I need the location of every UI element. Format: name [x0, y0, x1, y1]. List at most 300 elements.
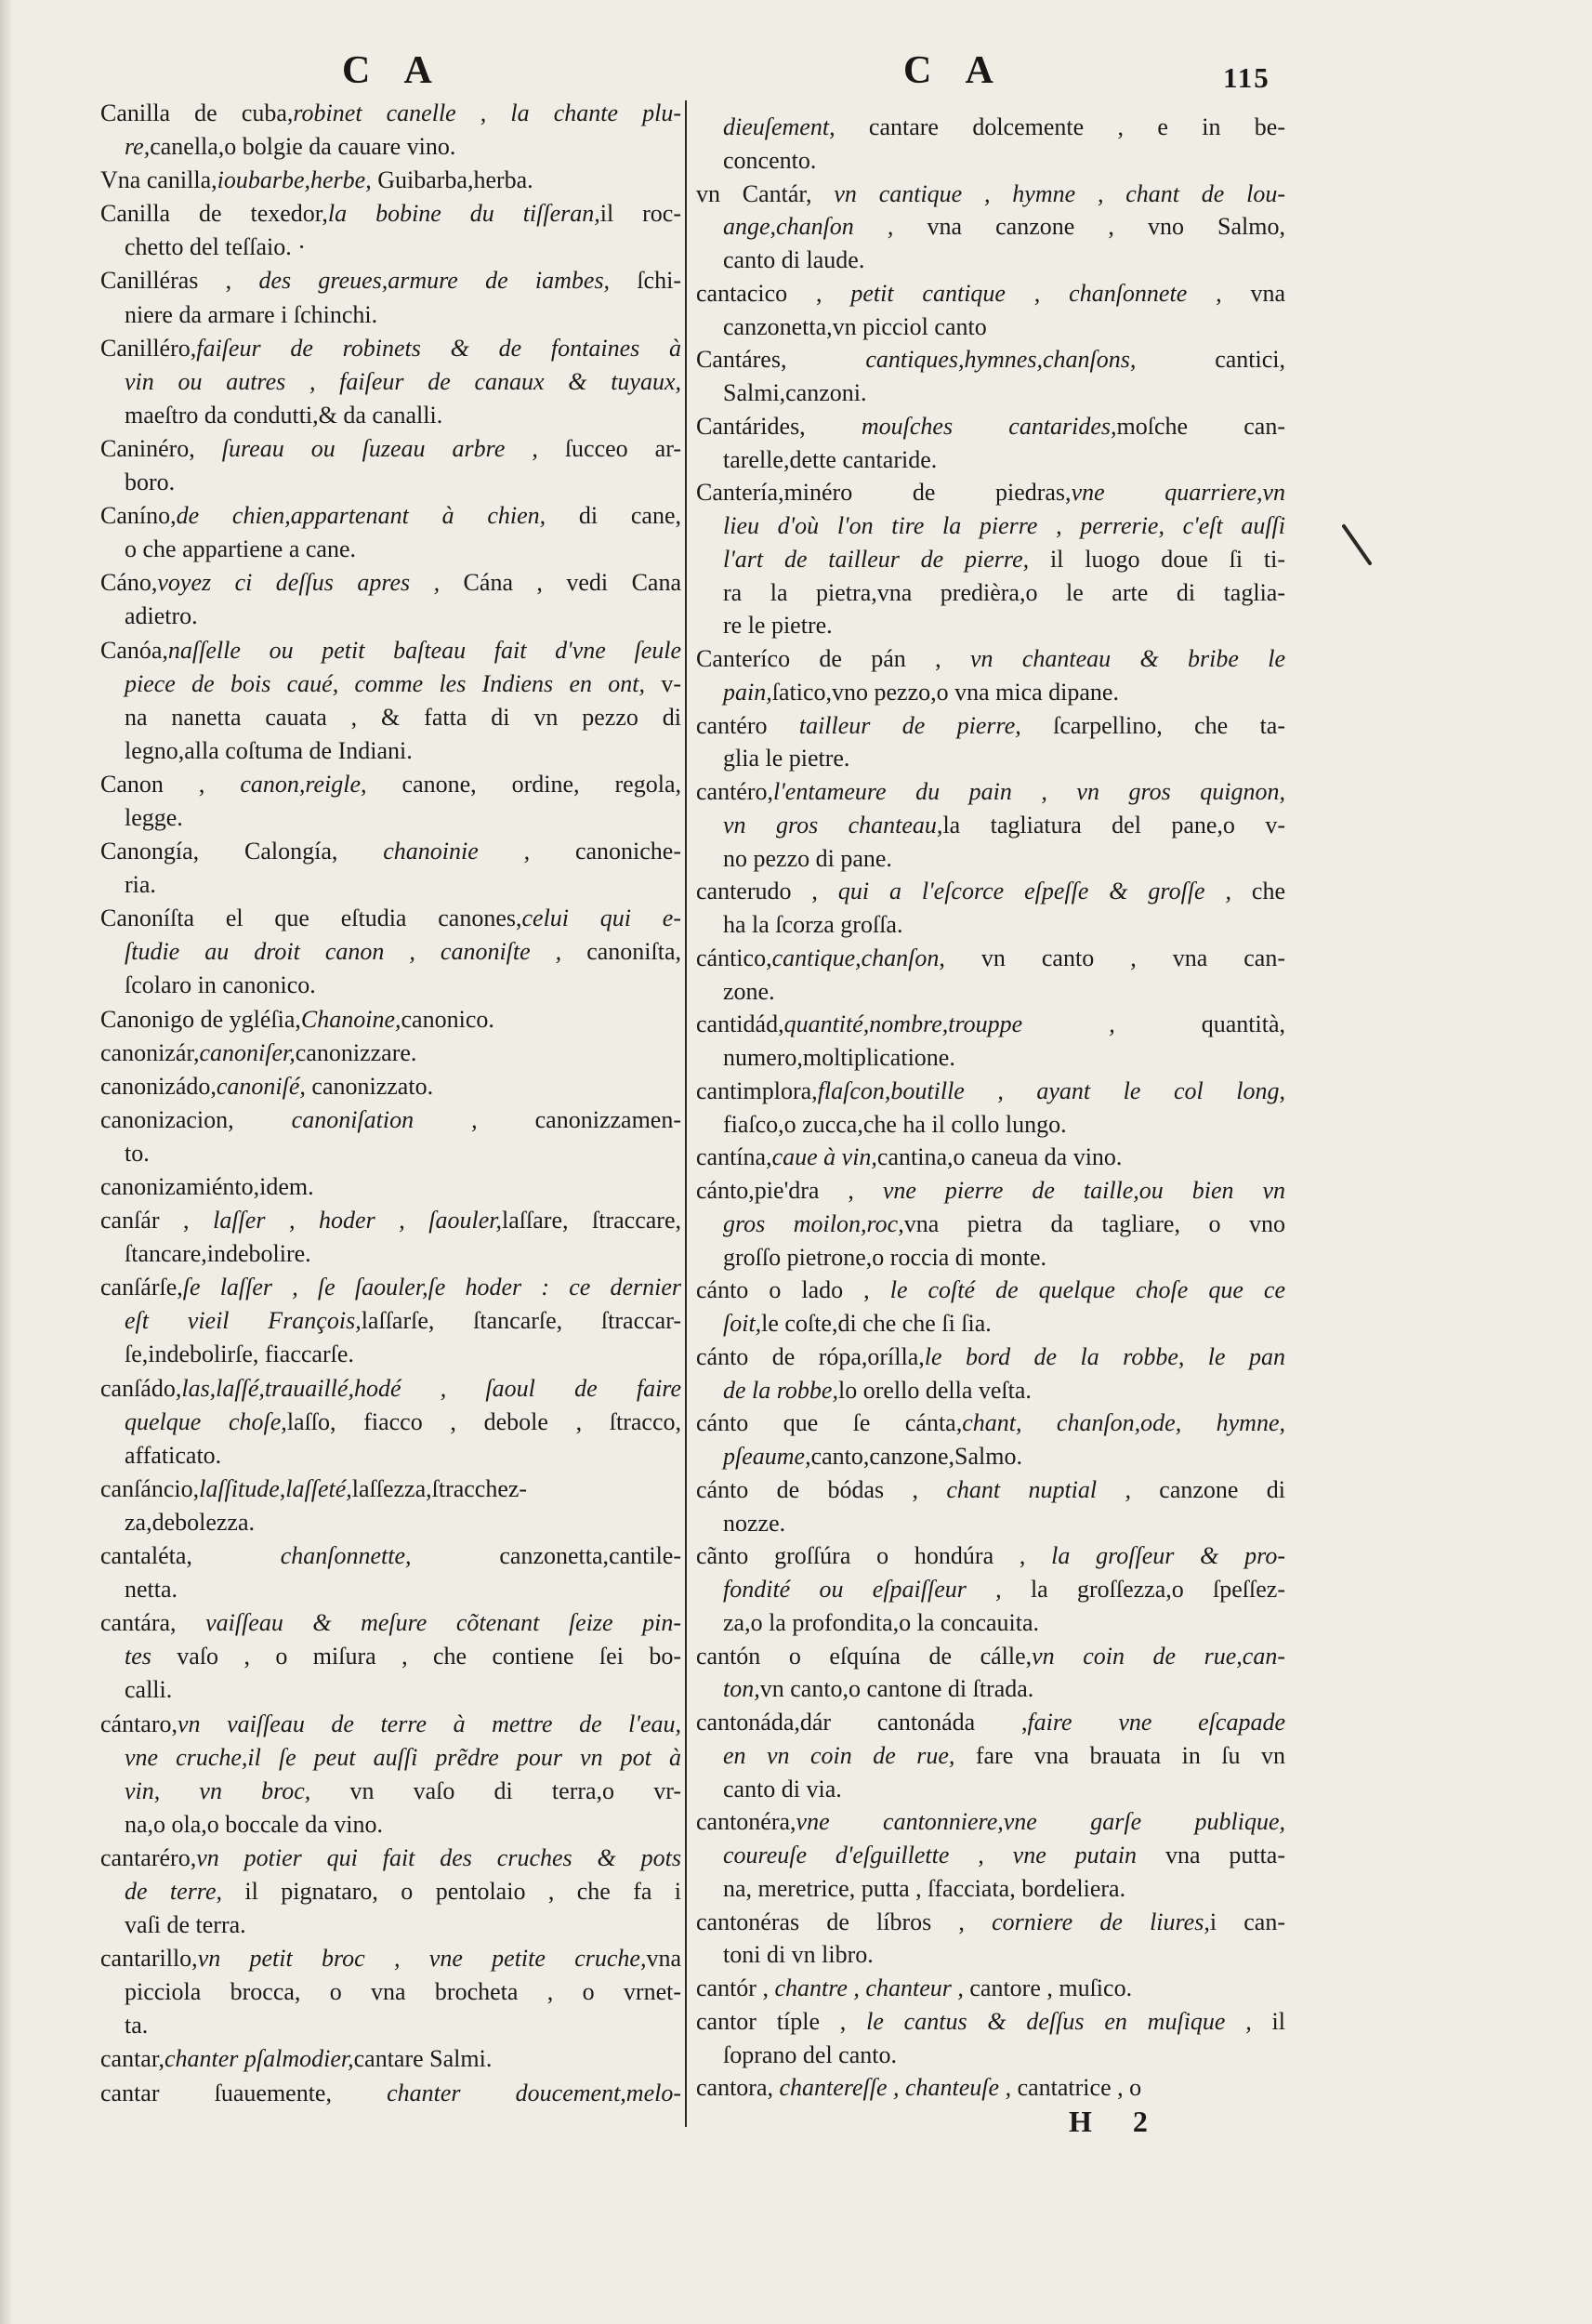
italic-text: vne cantonniere,vne garſe publique, [796, 1808, 1285, 1836]
roman-text: cantéro [696, 711, 799, 739]
roman-text: Vna canilla, [100, 166, 217, 194]
roman-text: Caninéro, [100, 434, 222, 462]
roman-text: la groſſezza,o ſpeſſez- [1001, 1576, 1285, 1603]
roman-text: canſár , [100, 1207, 214, 1235]
entry-line [696, 244, 1285, 277]
entry-line [100, 197, 681, 231]
entry-line [100, 835, 681, 868]
roman-text: Cána , vedi Cana [440, 569, 681, 597]
entry-line [696, 1573, 1285, 1606]
dictionary-entry [100, 1842, 681, 1942]
dictionary-entry [696, 942, 1285, 1009]
roman-text: na, meretrice, putta , ſfacciata, bordeliera. [723, 1874, 1126, 1902]
roman-text: cantina,o caneua da vino. [876, 1143, 1123, 1171]
roman-text: no pezzo di pane. [723, 844, 892, 872]
entry-line [100, 1137, 681, 1170]
entry-line [696, 742, 1285, 775]
roman-text: cantacico , [696, 279, 851, 307]
roman-text: Canonigo de ygléſia, [100, 1005, 301, 1033]
roman-text: cantaréro, [100, 1843, 197, 1871]
roman-text: ha la ſcorza groſſa. [723, 911, 903, 938]
italic-text: le cantus & deſſus en muſique , [866, 2007, 1252, 2035]
roman-text: vaſi de terra. [125, 1911, 246, 1939]
roman-text: cantarillo, [100, 1945, 198, 1973]
roman-text: cantare Salmi. [353, 2045, 493, 2073]
roman-text: zone. [723, 977, 775, 1005]
italic-text: robinet canelle , la chante plu- [293, 99, 681, 126]
roman-text: to. [125, 1139, 150, 1167]
entry-line [100, 1741, 681, 1775]
italic-text: ange,chanſon , [723, 213, 894, 241]
entry-line [696, 376, 1285, 410]
entry-line [100, 1573, 681, 1606]
dictionary-entry [100, 1103, 681, 1170]
right-column [696, 111, 1285, 2105]
roman-text: quantità, [1114, 1010, 1285, 1038]
entry-line [696, 1906, 1285, 1939]
roman-text: Canteríco de pán , [696, 645, 970, 672]
roman-text: di cane, [546, 502, 681, 530]
roman-text: canonizzamen- [477, 1105, 681, 1133]
dictionary-entry [696, 709, 1285, 776]
entry-line [100, 298, 681, 332]
italic-text: caue à vin, [771, 1143, 877, 1171]
signature-mark: H 2 [1069, 2105, 1164, 2138]
entry-line [696, 609, 1285, 642]
italic-text: canoniſé, [216, 1072, 306, 1100]
roman-text: vna putta- [1137, 1842, 1285, 1868]
roman-text: Guibarba,herba. [371, 166, 533, 194]
italic-text: corniere de liures, [992, 1908, 1210, 1935]
roman-text: picciola brocca, o vna brocheta , o vrnet- [125, 1978, 681, 2006]
roman-text: cantaléta, [100, 1542, 281, 1570]
entry-line [696, 576, 1285, 610]
italic-text: vaiſſeau & meſure cõtenant ſeize pin- [205, 1609, 681, 1637]
entry-line [100, 1304, 681, 1338]
entry-line [696, 1773, 1285, 1806]
italic-text: vne pierre de taille,ou bien vn [882, 1177, 1285, 1204]
roman-text: cantora, [696, 2074, 780, 2102]
italic-text: cantiques,hymnes,chanſons, [865, 346, 1137, 374]
roman-text: Canongía, Calongía, [100, 838, 384, 865]
italic-text: mouſches cantarides, [861, 412, 1117, 440]
entry-line [696, 2071, 1285, 2105]
italic-text: vn petit broc , vne petite cruche, [197, 1945, 647, 1973]
entry-line [696, 676, 1285, 709]
entry-line [100, 499, 681, 533]
italic-text: vn potier qui fait des cruches & pots [196, 1843, 681, 1871]
dictionary-entry [696, 1473, 1285, 1540]
entry-line [100, 1003, 681, 1037]
italic-text: le coſté de quelque choſe que ce [889, 1276, 1285, 1304]
roman-text: adietro. [125, 602, 198, 630]
roman-text: vna pietra da tagliare, o vno [903, 1209, 1285, 1237]
italic-text: vn vaiſſeau de terre à mettre de l'eau, [178, 1710, 681, 1737]
roman-text: Cáno, [100, 569, 158, 597]
italic-text: chanſonnette, [280, 1542, 412, 1570]
entry-line [100, 365, 681, 399]
roman-text: groſſo pietrone,o roccia di monte. [723, 1243, 1047, 1271]
italic-text: de terre, [125, 1877, 223, 1905]
entry-line [100, 533, 681, 566]
roman-text: cánto o lado , [696, 1276, 890, 1304]
italic-text: ioubarbe,herbe, [217, 166, 372, 194]
italic-text: des greues,armure de iambes, [258, 267, 611, 295]
dictionary-entry [696, 1274, 1285, 1340]
dictionary-entry [100, 1942, 681, 2042]
entry-line [696, 1307, 1285, 1340]
entry-line [100, 1506, 681, 1539]
entry-line [696, 1406, 1285, 1440]
entry-line [100, 1271, 681, 1304]
entry-line [100, 701, 681, 734]
entry-line [696, 443, 1285, 477]
dictionary-entry [696, 642, 1285, 709]
roman-text: il luogo doue ſi ti- [1029, 545, 1285, 573]
roman-text: na,o ola,o boccale da vino. [125, 1810, 383, 1838]
dictionary-entry [100, 432, 681, 499]
roman-text: moſche can- [1116, 412, 1285, 440]
dictionary-entry [100, 1539, 681, 1606]
italic-text: chanoinie , [383, 838, 531, 865]
italic-text: ton, [723, 1675, 760, 1703]
dictionary-entry [696, 1340, 1285, 1407]
dictionary-entry [696, 1706, 1285, 1805]
dictionary-entry [696, 343, 1285, 410]
dictionary-entry [100, 1037, 681, 1070]
italic-text: re, [125, 133, 151, 161]
dictionary-entry [100, 1271, 681, 1371]
dictionary-entry [100, 164, 681, 197]
roman-text: canonico. [401, 1005, 494, 1033]
roman-text: laſſarſe, ſtancarſe, ſtraccar- [361, 1307, 681, 1335]
roman-text: lo orello della veſta. [837, 1376, 1032, 1404]
italic-text: l'art de tailleur de pierre, [723, 545, 1030, 573]
italic-text: le bord de la robbe, le pan [924, 1342, 1285, 1370]
roman-text: cantonéra, [696, 1808, 796, 1836]
entry-line [696, 942, 1285, 975]
entry-line [100, 1237, 681, 1271]
dictionary-entry [100, 2042, 681, 2076]
entry-line [100, 1808, 681, 1842]
entry-line [100, 868, 681, 902]
entry-line [100, 1975, 681, 2009]
roman-text: cantína, [696, 1143, 772, 1171]
italic-text: tes [125, 1643, 151, 1670]
roman-text: canto,canzone,Salmo. [810, 1443, 1023, 1470]
column-divider-rule [685, 100, 687, 2127]
italic-text: canoniſer, [199, 1038, 296, 1066]
entry-line [696, 842, 1285, 876]
entry-line [696, 1606, 1285, 1640]
roman-text: il pignataro, o pentolaio , che fa i [222, 1877, 681, 1905]
roman-text: ſoprano del canto. [723, 2040, 897, 2068]
entry-line [100, 1103, 681, 1137]
roman-text: cantéro, [696, 778, 774, 805]
entry-line [696, 1872, 1285, 1906]
roman-text: la tagliatura del pane,o v- [942, 811, 1285, 838]
roman-text: canella,o bolgie da cauare vino. [150, 133, 456, 161]
entry-line [696, 1938, 1285, 1972]
roman-text: numero,moltiplicatione. [723, 1044, 955, 1071]
entry-line [100, 1673, 681, 1707]
italic-text: vin ou autres , faiſeur de canaux & tuyaux, [125, 367, 681, 395]
roman-text: cánto que ſe cánta, [696, 1409, 963, 1437]
roman-text: v- [645, 669, 681, 697]
italic-text: quelque choſe, [125, 1407, 287, 1435]
italic-text: vn chanteau & bribe le [969, 645, 1285, 672]
dictionary-entry [696, 1640, 1285, 1707]
roman-text: cantón o eſquína de cálle, [696, 1642, 1033, 1670]
entry-line [696, 809, 1285, 842]
entry-line [100, 1070, 681, 1103]
entry-line [100, 667, 681, 701]
roman-text: cánto de bódas , [696, 1475, 947, 1503]
entry-line [100, 1406, 681, 1439]
dictionary-entry [100, 97, 681, 164]
roman-text: tarelle,dette cantaride. [723, 445, 938, 473]
italic-text: chanter pſalmodier, [164, 2045, 354, 2073]
roman-text: cantór , [696, 1974, 775, 2001]
entry-line [696, 1839, 1285, 1872]
roman-text: canoniche- [530, 838, 681, 865]
roman-text: ſatico,vno pezzo,o vna mica dipane. [771, 678, 1119, 706]
dictionary-entry [696, 1539, 1285, 1639]
entry-line [696, 1241, 1285, 1274]
entry-line [100, 264, 681, 297]
roman-text: canonizzare. [295, 1038, 417, 1066]
entry-line [100, 1472, 681, 1506]
roman-text: vaſo , o miſura , che contiene ſei bo- [151, 1643, 681, 1670]
dictionary-entry [100, 1708, 681, 1842]
roman-text: calli. [125, 1676, 173, 1704]
italic-text: quantité,nombre,trouppe , [783, 1010, 1115, 1038]
entry-line [696, 875, 1285, 908]
italic-text: las,laſſé,trauaillé,hodé , ſaoul de faire [181, 1374, 681, 1402]
roman-text: il roc- [599, 200, 681, 228]
italic-text: canoniſation , [291, 1105, 478, 1133]
roman-text: boro. [125, 469, 176, 496]
stray-ink-mark [1336, 521, 1377, 571]
roman-text: canto di via. [723, 1775, 842, 1802]
roman-text: canoniſta, [561, 938, 681, 966]
entry-line [100, 1439, 681, 1472]
italic-text: naſſelle ou petit baſteau fait d'vne ſeule [167, 636, 681, 664]
roman-text: nozze. [723, 1509, 786, 1537]
entry-line [696, 509, 1285, 543]
italic-text: la bobine du tiſſeran, [327, 200, 600, 228]
entry-line [696, 1340, 1285, 1374]
dictionary-entry [696, 1406, 1285, 1473]
entry-line [100, 1204, 681, 1237]
italic-text: de la robbe, [723, 1376, 838, 1404]
roman-text: cantimplora, [696, 1076, 818, 1104]
italic-text: vn coin de rue,can- [1032, 1642, 1285, 1670]
roman-text: fiaſco,o zucca,che ha il collo lungo. [723, 1110, 1067, 1138]
roman-text: canſádo, [100, 1374, 182, 1402]
entry-line [696, 210, 1285, 244]
entry-line [100, 935, 681, 969]
entry-line [696, 2005, 1285, 2039]
italic-text: laſſer , hoder , ſaouler, [213, 1207, 503, 1235]
roman-text: cantidád, [696, 1010, 784, 1038]
roman-text: na nanetta cauata , & fatta di vn pezzo di [125, 703, 681, 731]
roman-text: concento. [723, 146, 817, 174]
entry-line [696, 1374, 1285, 1407]
entry-line [696, 908, 1285, 942]
italic-text: fondité ou eſpaiſſeur , [723, 1576, 1002, 1603]
roman-text: cãnto groſſúra o hondúra , [696, 1542, 1052, 1570]
entry-line [696, 277, 1285, 310]
italic-text: pain, [723, 678, 772, 706]
italic-text: vn cantique , hymne , chant de lou- [834, 179, 1285, 207]
roman-text: affaticato. [125, 1441, 222, 1469]
entry-line [696, 709, 1285, 743]
entry-line [696, 543, 1285, 576]
roman-text: Canilla de texedor, [100, 200, 328, 228]
entry-line [100, 1708, 681, 1741]
dictionary-entry [696, 2005, 1285, 2072]
entry-line [100, 566, 681, 600]
entry-line [100, 600, 681, 633]
dictionary-entry [100, 768, 681, 835]
italic-text: cantique,chanſon, [771, 944, 945, 971]
roman-text: cantor típle , [696, 2007, 867, 2035]
roman-text: laſſezza,ſtracchez- [351, 1474, 528, 1502]
entry-line [100, 634, 681, 667]
entry-line [696, 310, 1285, 344]
dictionary-entry [696, 2071, 1285, 2105]
roman-text: vn canto,o cantone di ſtrada. [759, 1675, 1034, 1703]
roman-text: ſucceo ar- [537, 434, 681, 462]
entry-line [100, 466, 681, 499]
entry-line [696, 1539, 1285, 1573]
italic-text: tailleur de pierre, [798, 711, 1021, 739]
entry-line [100, 1842, 681, 1875]
roman-text: ſcarpellino, che ta- [1020, 711, 1285, 739]
entry-line [696, 1274, 1285, 1307]
dictionary-entry [696, 1972, 1285, 2005]
italic-text: flaſcon,boutille , ayant le col long, [817, 1076, 1285, 1104]
italic-text: en vn coin de rue, [723, 1741, 955, 1769]
italic-text: coureuſe d'eſguillette , vne putain [723, 1842, 1138, 1868]
entry-line [100, 130, 681, 164]
italic-text: vne quarriere,vn [1071, 479, 1285, 507]
dictionary-entry [100, 835, 681, 902]
roman-text: laſſo, fiacco , debole , ſtracco, [286, 1407, 681, 1435]
italic-text: de chien,appartenant à chien, [176, 502, 546, 530]
roman-text: Canoníſta el que eſtudia canones, [100, 905, 522, 932]
dictionary-entry [696, 178, 1285, 277]
roman-text: Cantería,minéro de piedras, [696, 479, 1072, 507]
roman-text: il [1251, 2007, 1285, 2035]
entry-line [696, 1739, 1285, 1773]
entry-line [696, 1972, 1285, 2005]
roman-text: cantare dolcemente , e in be- [835, 113, 1285, 140]
italic-text: l'entameure du pain , vn gros quignon, [773, 778, 1285, 805]
italic-text: ſe laſſer , ſe ſaouler,ſe hoder : ce dernier [182, 1274, 681, 1301]
dictionary-entry [100, 1170, 681, 1204]
roman-text: maeſtro da condutti,& da canalli. [125, 401, 443, 429]
italic-text: chantre , chanteur , [774, 1974, 964, 2001]
dictionary-entry [696, 1075, 1285, 1142]
italic-text: faiſeur de robinets & de fontaines à [196, 334, 681, 362]
italic-text: chanter doucement,melo- [387, 2079, 681, 2106]
roman-text: vn canto , vna can- [944, 944, 1285, 971]
entry-line [100, 2042, 681, 2076]
dictionary-entry [100, 1003, 681, 1037]
italic-text: pſeaume, [723, 1443, 811, 1470]
roman-text: Caníno, [100, 502, 177, 530]
entry-line [100, 1037, 681, 1070]
dictionary-entry [696, 1174, 1285, 1274]
roman-text: canonizár, [100, 1038, 200, 1066]
entry-line [696, 1174, 1285, 1208]
italic-text: eſt vieil François, [125, 1307, 362, 1335]
entry-line [100, 768, 681, 801]
entry-line [696, 410, 1285, 443]
dictionary-entry [696, 277, 1285, 344]
roman-text: cantára, [100, 1609, 206, 1637]
italic-text: vn gros chanteau, [723, 811, 943, 838]
dictionary-entry [696, 1805, 1285, 1905]
roman-text: cantonéras de líbros , [696, 1908, 993, 1935]
dictionary-entry [100, 499, 681, 566]
entry-line [696, 1672, 1285, 1706]
italic-text: chantereſſe , chanteuſe , [779, 2074, 1012, 2102]
italic-text: vne cruche,il ſe peut auſſi prẽdre pour vn pot à [125, 1743, 681, 1771]
entry-line [696, 343, 1285, 376]
italic-text: qui a l'eſcorce eſpeſſe & groſſe , [837, 878, 1231, 905]
entry-line [696, 111, 1285, 144]
dictionary-entry [696, 1906, 1285, 1973]
italic-text: petit cantique , chanſonnete , [850, 279, 1222, 307]
italic-text: ſureau ou ſuzeau arbre , [221, 434, 538, 462]
roman-text: ta. [125, 2012, 149, 2040]
roman-text: ſcolaro in canonico. [125, 971, 316, 999]
dictionary-entry [100, 1070, 681, 1103]
entry-line [100, 734, 681, 768]
italic-text: ſoit, [723, 1310, 762, 1337]
entry-line [100, 1539, 681, 1573]
roman-text: Cantárides, [696, 412, 862, 440]
roman-text: Salmi,canzoni. [723, 379, 867, 406]
roman-text: canonizzato. [305, 1072, 434, 1100]
roman-text: cánto de rópa,orílla, [696, 1342, 925, 1370]
roman-text: canzone di [1130, 1475, 1285, 1503]
roman-text: Canilla de cuba, [100, 99, 294, 126]
roman-text: canzonetta,cantile- [411, 1542, 681, 1570]
entry-line [696, 1041, 1285, 1075]
left-column [100, 97, 681, 2110]
dictionary-entry [696, 1141, 1285, 1174]
italic-text: laſſitude,laſſeté, [199, 1474, 352, 1502]
roman-text: canto di laude. [723, 246, 865, 273]
roman-text: cantonáda,dár cantonáda , [696, 1709, 1028, 1736]
entry-line [100, 231, 681, 264]
roman-text: canterudo , [696, 878, 838, 905]
roman-text: i can- [1209, 1908, 1285, 1935]
roman-text: toni di vn libro. [723, 1941, 874, 1969]
entry-line [696, 144, 1285, 178]
roman-text: cantatrice , o [1011, 2074, 1142, 2102]
roman-text: canonizacion, [100, 1105, 292, 1133]
dictionary-entry [100, 1606, 681, 1707]
roman-text: cantar, [100, 2045, 164, 2073]
roman-text: canonizamiénto,idem. [100, 1173, 314, 1200]
italic-text: chant nuptial , [946, 1475, 1131, 1503]
roman-text: legge. [125, 803, 183, 831]
